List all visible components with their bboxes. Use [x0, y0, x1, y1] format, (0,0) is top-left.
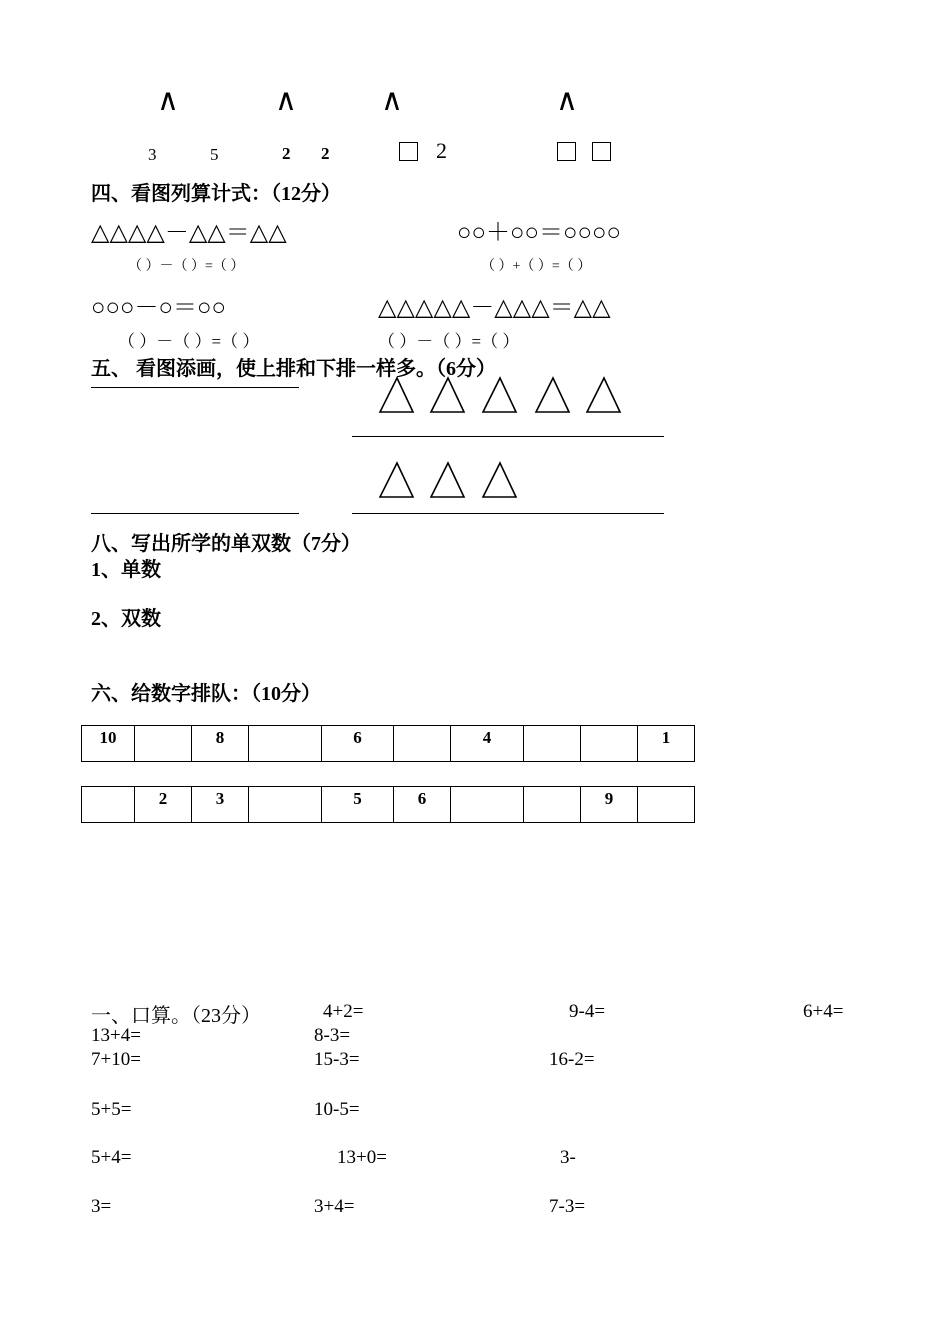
decomp-number: 5 — [210, 145, 219, 164]
split-caret: ∧ — [556, 84, 578, 117]
section-8-heading: 八、写出所学的单双数（7分） — [91, 533, 361, 555]
answer-box[interactable] — [399, 142, 418, 161]
number-cell[interactable] — [524, 787, 581, 823]
decomp-number: 2 — [321, 144, 330, 163]
calc-item: 5+5= — [91, 1099, 132, 1120]
decomp-number: 2 — [282, 144, 291, 163]
split-caret: ∧ — [157, 84, 179, 117]
number-cell[interactable] — [451, 787, 524, 823]
divider-line — [352, 436, 664, 437]
number-order-table — [81, 725, 695, 762]
calc-item: 5+4= — [91, 1147, 132, 1168]
number-cell[interactable] — [249, 787, 322, 823]
equation-blank[interactable]: （ ）+（ ）=（ ） — [481, 259, 592, 274]
answer-box[interactable] — [592, 142, 611, 161]
number-cell[interactable]: 9 — [581, 787, 638, 823]
section-5-heading: 五、 看图添画，使上排和下排一样多。（6分） — [91, 358, 496, 380]
calc-item: 3= — [91, 1196, 112, 1217]
number-cell[interactable]: 6 — [322, 726, 394, 762]
top-row-triangles — [370, 372, 630, 418]
number-cell[interactable] — [524, 726, 581, 762]
calc-item: 8-3= — [314, 1025, 351, 1046]
equation-picture: △△△△－△△＝△△ — [91, 220, 287, 246]
number-cell[interactable]: 5 — [322, 787, 394, 823]
calc-item: 13+4= — [91, 1025, 141, 1046]
calc-item: 7+10= — [91, 1049, 141, 1070]
bottom-row-triangles — [370, 457, 530, 503]
number-cell[interactable]: 6 — [394, 787, 451, 823]
calc-item: 13+0= — [337, 1147, 387, 1168]
odd-numbers-label: 1、单数 — [91, 559, 161, 581]
calc-item: 16-2= — [549, 1049, 595, 1070]
calc-item: 6+4= — [803, 1001, 844, 1022]
calc-item: 4+2= — [323, 1001, 364, 1022]
number-cell[interactable]: 8 — [192, 726, 249, 762]
number-cell[interactable]: 4 — [451, 726, 524, 762]
number-cell[interactable]: 2 — [135, 787, 192, 823]
table-row — [82, 726, 695, 762]
number-cell[interactable]: 3 — [192, 787, 249, 823]
answer-line — [91, 387, 299, 388]
answer-box[interactable] — [557, 142, 576, 161]
section-4-heading: 四、看图列算计式：（12分） — [91, 183, 341, 205]
number-cell[interactable] — [249, 726, 322, 762]
equation-blank[interactable]: （ ）－（ ）=（ ） — [118, 332, 260, 351]
number-cell[interactable] — [135, 726, 192, 762]
split-caret: ∧ — [381, 84, 403, 117]
equation-blank[interactable]: （ ）－（ ）=（ ） — [128, 259, 245, 274]
calc-item: 7-3= — [549, 1196, 586, 1217]
calc-item: 10-5= — [314, 1099, 360, 1120]
number-cell[interactable] — [82, 787, 135, 823]
answer-line — [91, 513, 299, 514]
table-row — [82, 787, 695, 823]
calc-item: 3- — [560, 1147, 576, 1168]
even-numbers-label: 2、双数 — [91, 608, 161, 630]
calc-item: 3+4= — [314, 1196, 355, 1217]
number-cell[interactable] — [638, 787, 695, 823]
equation-picture: △△△△△－△△△＝△△ — [378, 295, 611, 321]
split-caret: ∧ — [275, 84, 297, 117]
number-cell[interactable]: 1 — [638, 726, 695, 762]
number-cell[interactable]: 10 — [82, 726, 135, 762]
number-cell[interactable] — [394, 726, 451, 762]
equation-picture: ○○○－○＝○○ — [91, 295, 226, 321]
decomp-number: 2 — [436, 138, 447, 163]
calc-item: 15-3= — [314, 1049, 360, 1070]
number-order-table — [81, 786, 695, 823]
section-6-heading: 六、给数字排队：（10分） — [91, 683, 321, 705]
number-cell[interactable] — [581, 726, 638, 762]
equation-blank[interactable]: （ ）－（ ）=（ ） — [378, 332, 520, 351]
calc-item: 9-4= — [569, 1001, 606, 1022]
answer-line — [352, 513, 664, 514]
section-1-heading: 一、口算。（23分） — [91, 1005, 261, 1027]
equation-picture: ○○＋○○＝○○○○ — [457, 220, 621, 246]
decomp-number: 3 — [148, 145, 157, 164]
